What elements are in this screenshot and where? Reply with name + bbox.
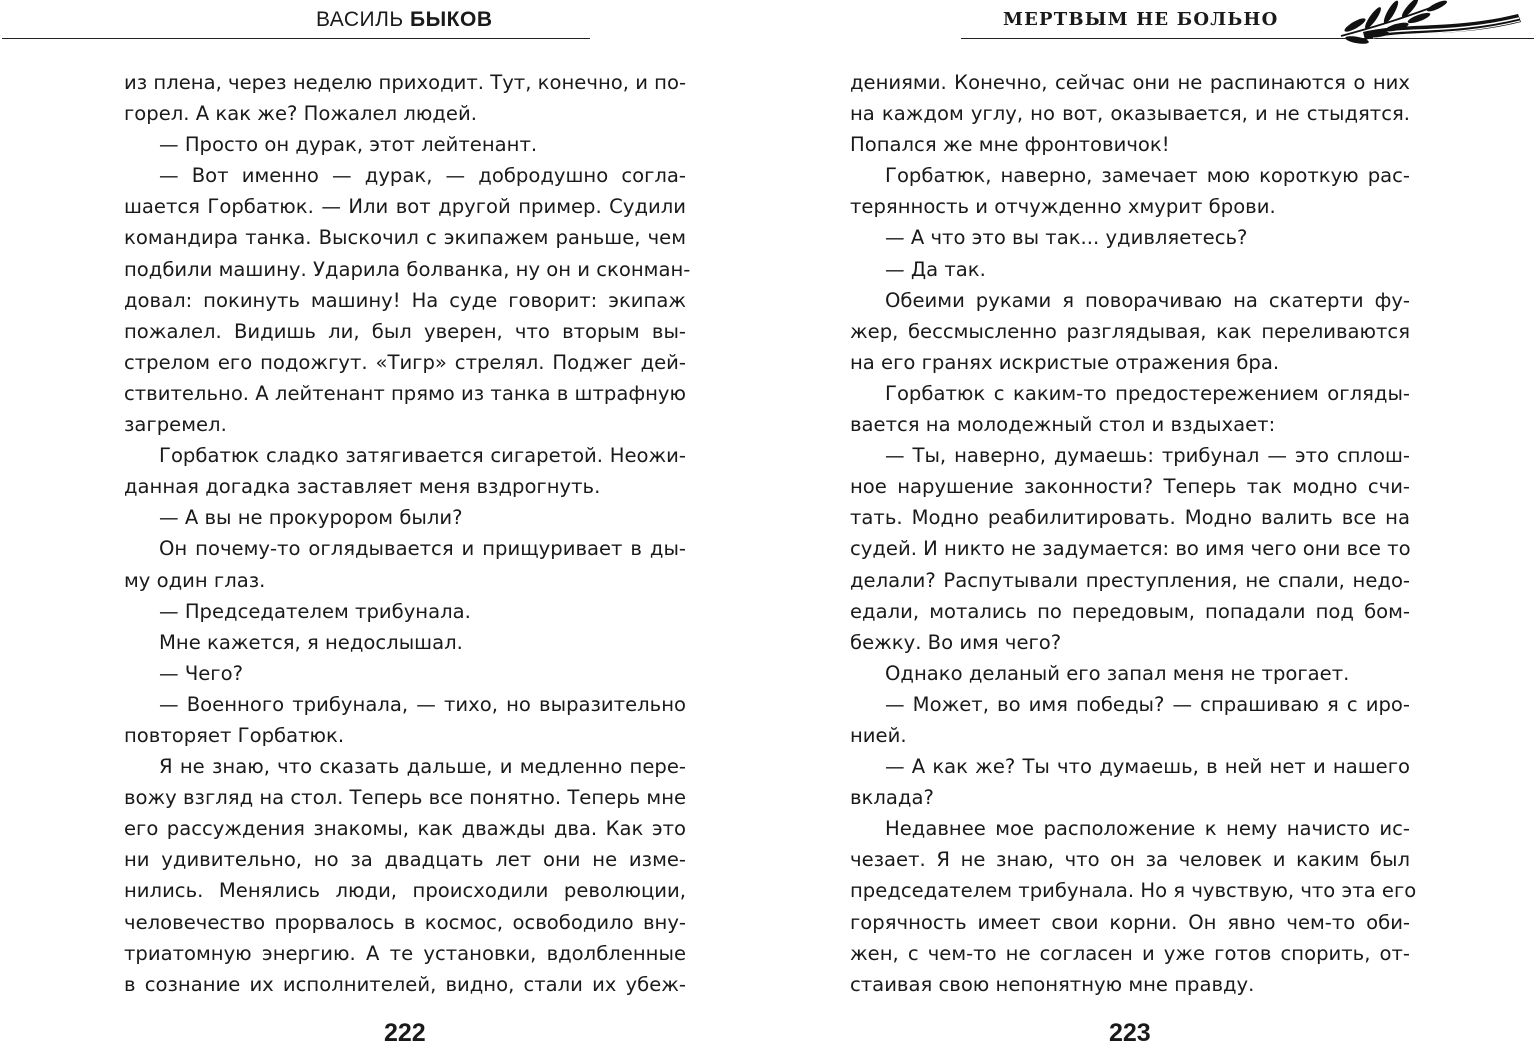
text-line: едали, мотались по передовым, попадали под бом- [850,599,1410,623]
text-line: — Да так. [885,257,986,281]
text-line: нией. [850,723,907,747]
body-text [850,67,1417,1000]
text-line: Попался же мне фронтовичок! [850,133,1170,157]
text-line: Горбатюк с каким-то предостережением огляды- [885,381,1410,405]
text-line: ствительно. А лейтенант прямо из танка в штрафную [124,381,686,405]
text-line: бежку. Во имя чего? [850,630,1062,654]
page-number: 222 [384,1019,426,1047]
text-line: вклада? [850,786,934,810]
text-line: Недавнее мое расположение к нему начисто ис- [885,817,1410,841]
text-line: терянность и отчужденно хмурит брови. [850,195,1276,219]
author-last-name: БЫКОВ [410,8,493,31]
text-line: горел. А как же? Пожалел людей. [124,102,477,126]
text-line: — Может, во имя победы? — спрашиваю я с иро- [885,692,1410,716]
text-line: — Председателем трибунала. [159,599,471,623]
text-line: Мне кажется, я недослышал. [159,630,463,654]
text-line: дениями. Конечно, сейчас они не распинаются о них [850,71,1410,94]
text-line: Горбатюк сладко затягивается сигаретой. Неожи- [159,444,686,468]
running-head-title: МЕРТВЫМ НЕ БОЛЬНО [1003,9,1279,30]
text-line: делали? Распутывали преступления, не спали, недо- [850,568,1410,592]
text-line: Я не знаю, что сказать дальше, и медленно пере- [159,755,686,779]
text-line: председателем трибунала. Но я чувствую, что эта его [850,879,1417,903]
laurel-branch-icon [1333,0,1523,52]
text-line: пожалел. Видишь ли, был уверен, что вторым вы- [124,319,686,343]
text-line: подбили машину. Ударила болванка, ну он и сконман- [124,257,691,281]
text-line: загремел. [124,413,227,437]
text-line: повторяет Горбатюк. [124,723,345,747]
text-line: стрелом его подожгут. «Тигр» стрелял. Поджег дей- [124,350,686,374]
text-line: шается Горбатюк. — Или вот другой пример. Судили [124,195,686,219]
text-line: ни удивительно, но за двадцать лет они не изме- [124,848,686,872]
text-line: довал: покинуть машину! На суде говорит: экипаж [124,288,686,312]
text-line: вожу взгляд на стол. Теперь все понятно. Теперь мне [124,786,687,810]
text-line: нились. Менялись люди, происходили революции, [124,879,686,903]
text-line: Обеими руками я поворачиваю на скатерти фу- [885,288,1410,312]
text-line: — А что это вы так... удивляетесь? [885,226,1248,250]
right-page [767,0,1534,1045]
text-line: чезает. Я не знаю, что он за человек и каким был [850,848,1410,872]
text-line: тать. Модно реабилитировать. Модно валить все на [850,506,1410,530]
text-line: жер, бессмысленно разглядывая, как переливаются [850,319,1410,343]
text-line: му один глаз. [124,568,266,592]
text-line: судей. И никто не задумается: во имя чего они все то [850,537,1411,561]
text-line: — А как же? Ты что думаешь, в ней нет и нашего [885,755,1410,779]
text-line: — Чего? [159,661,243,685]
text-line: Он почему-то оглядывается и прищуривает в ды- [159,537,686,561]
text-line: — Вот именно — дурак, — добродушно согла- [159,164,686,188]
text-line: командира танка. Выскочил с экипажем раньше, чем [124,226,686,250]
text-line: данная догадка заставляет меня вздрогнуть. [124,475,601,499]
page-number: 223 [1109,1019,1151,1047]
text-line: стаивая свою непонятную мне правду. [850,972,1255,996]
text-line: Однако деланый его запал меня не трогает. [885,661,1350,685]
running-head-author [316,8,493,32]
text-line: его рассуждения знакомы, как дважды два. Как это [124,817,686,841]
text-line: Горбатюк, наверно, замечает мою короткую рас- [885,164,1410,188]
text-line: — Военного трибунала, — тихо, но выразительно [159,692,686,716]
text-line: — Ты, наверно, думаешь: трибунал — это сплош- [885,444,1410,468]
header-rule [2,38,590,39]
author-first-name: ВАСИЛЬ [316,8,411,31]
text-line: человечество прорвалось в космос, освободило вну- [124,910,686,934]
text-line: — Просто он дурак, этот лейтенант. [159,133,538,157]
text-line: на каждом углу, но вот, оказывается, и не стыдятся. [850,102,1410,126]
text-line: ное нарушение законности? Теперь так модно счи- [850,475,1410,499]
text-line: триатомную энергию. А те установки, вдолбленные [124,941,686,965]
left-page [0,0,767,1045]
text-line: из плена, через неделю приходит. Тут, конечно, и по- [124,71,687,94]
body-text [124,67,691,1000]
text-line: — А вы не прокурором были? [159,506,463,530]
text-line: вается на молодежный стол и вздыхает: [850,413,1276,437]
text-line: в сознание их исполнителей, видно, стали их убеж- [124,972,686,996]
text-line: жен, с чем-то не согласен и уже готов спорить, от- [850,941,1410,965]
text-line: на его гранях искристые отражения бра. [850,350,1280,374]
text-line: горячность имеет свои корни. Он явно чем-то оби- [850,910,1410,934]
